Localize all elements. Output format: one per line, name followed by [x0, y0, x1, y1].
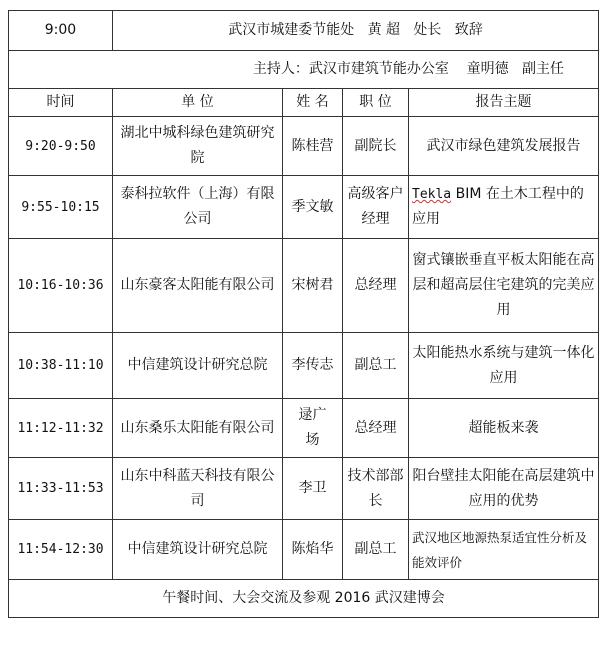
row-title: 副总工 [343, 333, 409, 399]
row-title: 副院长 [343, 117, 409, 176]
row-unit: 中信建筑设计研究总院 [113, 520, 283, 580]
row-time: 11:33-11:53 [9, 458, 113, 520]
row-title: 高级客户经理 [343, 176, 409, 239]
row-time: 10:16-10:36 [9, 239, 113, 333]
closing-text: 午餐时间、大会交流及参观 2016 武汉建博会 [9, 580, 599, 618]
row-topic-rest: BIM 在土木工程中的应用 [412, 186, 584, 227]
header-title: 职 位 [343, 89, 409, 117]
opening-time: 9:00 [9, 11, 113, 51]
host-row [9, 51, 599, 89]
header-row [9, 89, 599, 117]
table-row [9, 176, 599, 239]
opening-row [9, 11, 599, 51]
row-unit: 泰科拉软件（上海）有限公司 [113, 176, 283, 239]
row-time: 10:38-11:10 [9, 333, 113, 399]
table-row [9, 520, 599, 580]
row-name: 陈桂营 [283, 117, 343, 176]
table-row [9, 333, 599, 399]
row-topic: 超能板来袭 [409, 399, 599, 458]
row-topic: 阳台壁挂太阳能在高层建筑中应用的优势 [409, 458, 599, 520]
schedule-table [8, 10, 599, 618]
row-name: 逯广场 [283, 399, 343, 458]
header-unit: 单 位 [113, 89, 283, 117]
row-name: 季文敏 [283, 176, 343, 239]
host-text: 主持人：武汉市建筑节能办公室 童明德 副主任 [9, 51, 599, 89]
row-topic [409, 176, 599, 239]
row-time: 9:55-10:15 [9, 176, 113, 239]
opening-speech: 武汉市城建委节能处 黄 超 处长 致辞 [113, 11, 599, 51]
row-title: 总经理 [343, 399, 409, 458]
row-topic: 窗式镶嵌垂直平板太阳能在高层和超高层住宅建筑的完美应用 [409, 239, 599, 333]
row-unit: 山东桑乐太阳能有限公司 [113, 399, 283, 458]
row-title: 副总工 [343, 520, 409, 580]
table-row [9, 239, 599, 333]
row-unit: 山东豪客太阳能有限公司 [113, 239, 283, 333]
closing-row [9, 580, 599, 618]
row-topic: 武汉市绿色建筑发展报告 [409, 117, 599, 176]
table-row [9, 399, 599, 458]
header-topic: 报告主题 [409, 89, 599, 117]
row-time: 11:54-12:30 [9, 520, 113, 580]
row-topic: 太阳能热水系统与建筑一体化应用 [409, 333, 599, 399]
row-unit: 湖北中城科绿色建筑研究院 [113, 117, 283, 176]
row-unit: 山东中科蓝天科技有限公司 [113, 458, 283, 520]
row-time: 11:12-11:32 [9, 399, 113, 458]
row-name: 陈焰华 [283, 520, 343, 580]
row-name: 宋树君 [283, 239, 343, 333]
row-name: 李卫 [283, 458, 343, 520]
row-title: 总经理 [343, 239, 409, 333]
row-name: 李传志 [283, 333, 343, 399]
row-time: 9:20-9:50 [9, 117, 113, 176]
header-time: 时间 [9, 89, 113, 117]
row-topic: 武汉地区地源热泵适宜性分析及能效评价 [409, 520, 599, 580]
header-name: 姓 名 [283, 89, 343, 117]
row-title: 技术部部长 [343, 458, 409, 520]
table-row [9, 458, 599, 520]
row-unit: 中信建筑设计研究总院 [113, 333, 283, 399]
table-row [9, 117, 599, 176]
row-topic-marked: Tekla [412, 187, 452, 202]
